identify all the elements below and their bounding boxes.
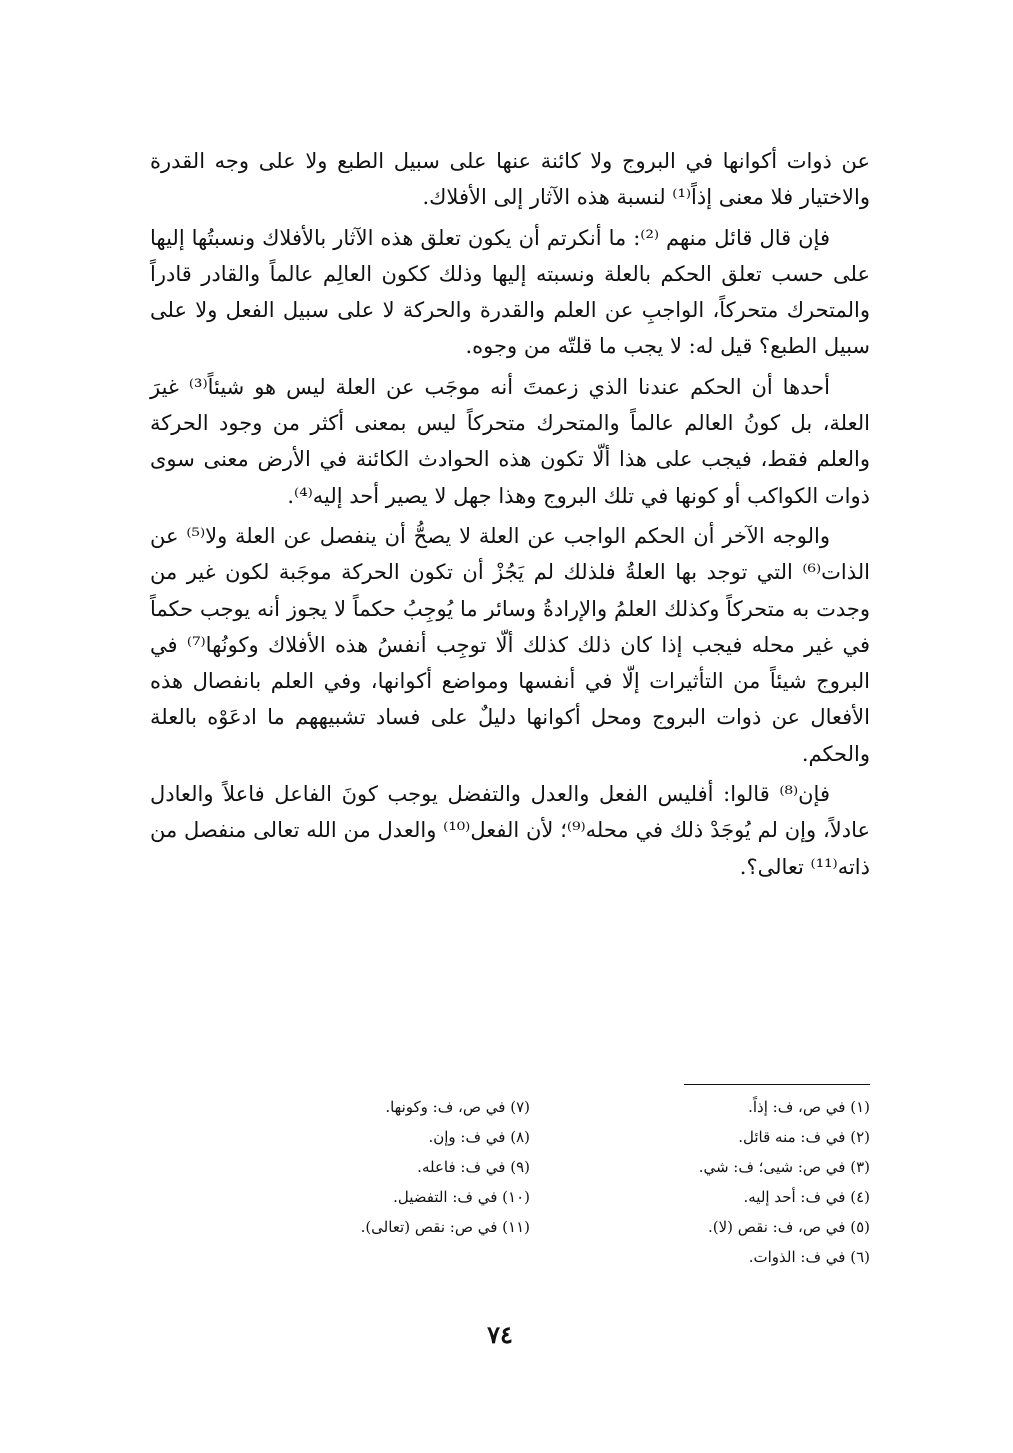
footnote-2: (٢) في ف: منه قائل. [738,1128,870,1146]
footnote-separator [684,1084,870,1085]
footnote-5: (٥) في ص، ف: نقص (لا). [707,1218,870,1236]
footnote-9: (٩) في ف: فاعله. [417,1158,530,1176]
paragraph-4: والوجه الآخر أن الحكم الواجب عن العلة لا يصحُّ أن ينفصل عن العلة ولا⁽⁵⁾ عن الذات⁽⁶⁾ التي توجد بها العلةُ فلذلك لم يَجُزْ أن تكون الحركة موجَبة لكون غير من وجدت به متحركاً وكذلك العلمُ والإرادةُ وسائر ما يُوجِبُ حكماً لا يجوز أنه يوجب حكماً في غير محله فيجب إذا كان ذلك كذلك ألّا توجِب أنفسُ هذه الأفلاك وكونُها⁽⁷⁾ في البروج شيئاً من التأثيرات إلّا في أنفسها ومواضع أكوانها، وفي العلم بانفصال هذه الأفعال عن ذوات البروج ومحل أكوانها دليلٌ على فساد تشبيههم ما ادعَوْه بالعلة والحكم. [150,523,870,766]
footnote-10: (١٠) في ف: التفضيل. [393,1188,530,1206]
footnote-6: (٦) في ف: الذوات. [748,1248,870,1266]
footnote-1: (١) في ص، ف: إذاً. [748,1098,870,1116]
paragraph-1: عن ذوات أكوانها في البروج ولا كائنة عنها على سبيل الطبع ولا على وجه القدرة والاختيار فلا معنى إذاً⁽¹⁾ لنسبة هذه الآثار إلى الأفلاك. [150,149,870,210]
main-text [150,143,870,885]
footnote-3: (٣) في ص: شيى؛ ف: شي. [698,1158,870,1176]
footnotes-right-column [620,1092,870,1272]
footnote-4: (٤) في ف: أحد إليه. [743,1188,870,1206]
footnote-8: (٨) في ف: وإن. [428,1128,530,1146]
footnote-7: (٧) في ص، ف: وكونها. [385,1098,530,1116]
footnote-11: (١١) في ص: نقص (تعالى). [360,1218,530,1236]
paragraph-3: أحدها أن الحكم عندنا الذي زعمتَ أنه موجَب عن العلة ليس هو شيئاً⁽³⁾ غيرَ العلة، بل كونُ العالم عالماً والمتحرك متحركاً ليس بمعنى أكثر من وجود الحركة والعلم فقط، فيجب على هذا ألّا تكون هذه الحوادث الكائنة في الأرض معنى سوى ذوات الكواكب أو كونها في تلك البروج وهذا جهل لا يصير أحد إليه⁽⁴⁾. [150,374,870,508]
paragraph-5: فإن⁽⁸⁾ قالوا: أفليس الفعل والعدل والتفضل يوجب كونَ الفاعل فاعلاً والعادل عادلاً، وإن لم يُوجَدْ ذلك في محله⁽⁹⁾؛ لأن الفعل⁽¹⁰⁾ والعدل من الله تعالى منفصل من ذاته⁽¹¹⁾ تعالى؟. [150,782,870,879]
paragraph-2: فإن قال قائل منهم ⁽²⁾: ما أنكرتم أن يكون تعلق هذه الآثار بالأفلاك ونسبتُها إليها على حسب تعلق الحكم بالعلة ونسبته إليها وذلك ككون العالِم عالماً والقادر قادراً والمتحرك متحركاً، الواجبِ عن العلم والقدرة والحركة لا على سبيل الفعل ولا على سبيل الطبع؟ قيل له: لا يجب ما قلتّه من وجوه. [150,225,870,359]
footnotes-left-column [290,1092,530,1242]
page-number: ٧٤ [487,1320,513,1349]
